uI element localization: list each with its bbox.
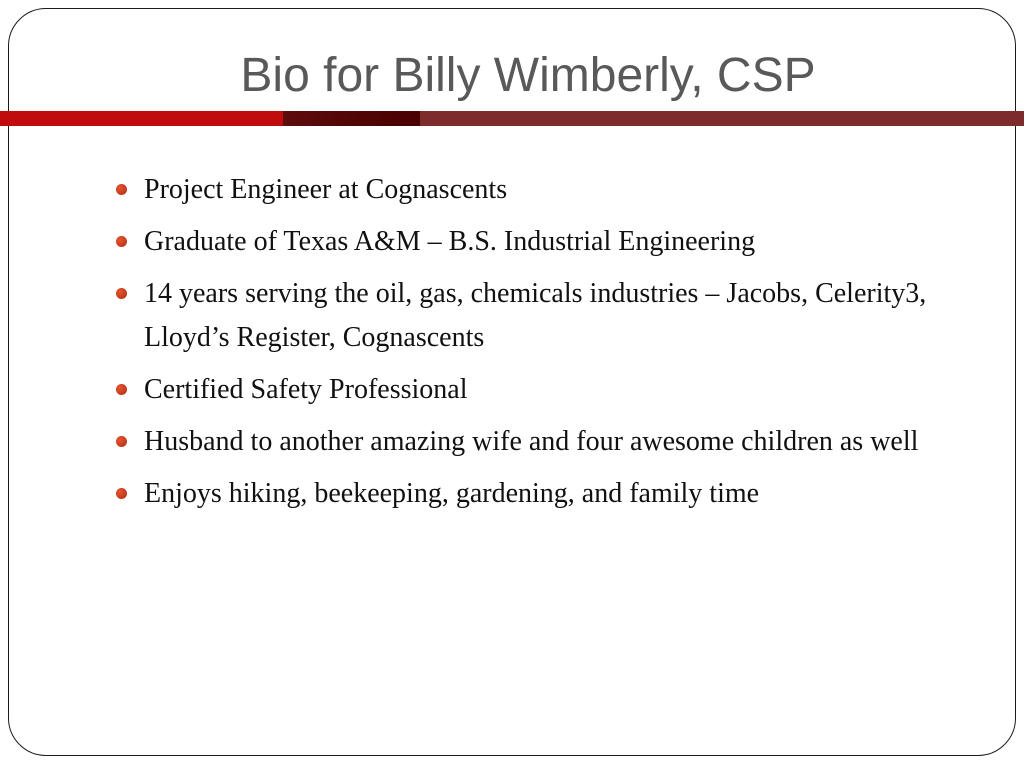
bullet-item (112, 220, 982, 264)
bullet-list (112, 168, 982, 524)
bullet-dot-icon (116, 488, 127, 499)
bullet-text: Project Engineer at Cognascents (144, 174, 508, 205)
bullet-text: Certified Safety Professional (144, 374, 468, 405)
bullet-text: Graduate of Texas A&M – B.S. Industrial Engineering (144, 226, 756, 257)
bullet-dot-icon (116, 288, 127, 299)
bullet-text: 14 years serving the oil, gas, chemicals industries – Jacobs, Celerity3, Lloyd’s Register, Cognascents (144, 278, 927, 353)
bullet-text: Husband to another amazing wife and four awesome children as well (144, 426, 919, 457)
bullet-item (112, 472, 982, 516)
title-rule-left (0, 111, 283, 126)
bullet-dot-icon (116, 236, 127, 247)
title-rule-middle (283, 111, 420, 126)
bullet-item (112, 420, 982, 464)
bullet-text: Enjoys hiking, beekeeping, gardening, and family time (144, 478, 760, 509)
slide-title: Bio for Billy Wimberly, CSP (240, 49, 816, 102)
bullet-item (112, 272, 982, 360)
bullet-dot-icon (116, 184, 127, 195)
title-rule-right (420, 111, 1024, 126)
bullet-dot-icon (116, 436, 127, 447)
bullet-item (112, 368, 982, 412)
bullet-item (112, 168, 982, 212)
bullet-dot-icon (116, 384, 127, 395)
